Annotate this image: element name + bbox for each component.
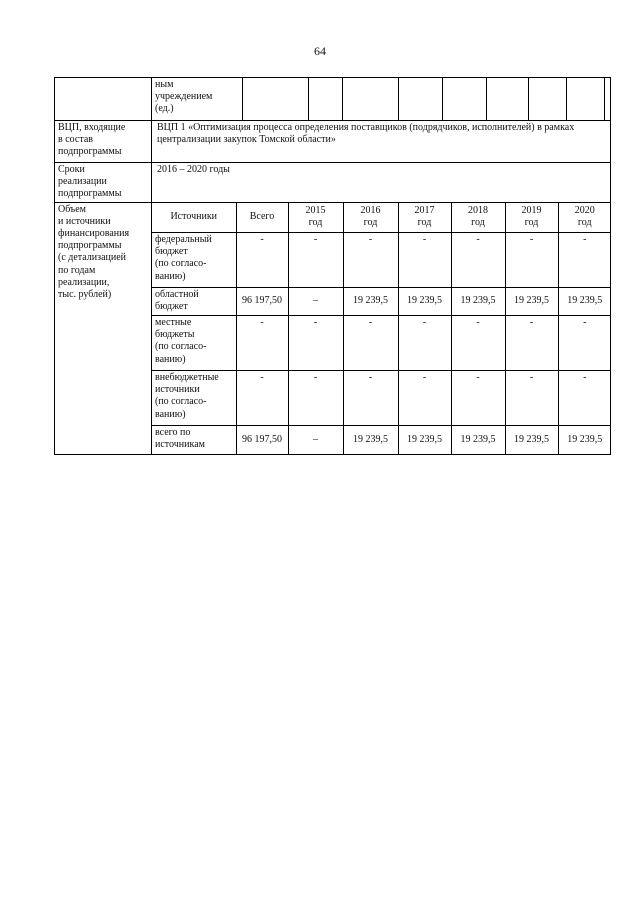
table-row [152,426,611,454]
value-cell: - [398,316,451,371]
value-cell: 96 197,50 [236,288,288,316]
header-2018: 2018 год [451,203,505,233]
top-row-cell [308,78,342,120]
source-cell: внебюджетные источники (по согласо- ванию) [152,371,236,426]
value-cell: 19 239,5 [451,426,505,454]
value-cell: - [505,233,558,288]
value-cell: - [236,316,288,371]
header-2017: 2017 год [398,203,451,233]
top-row-cell [342,78,398,120]
value-cell: 19 239,5 [343,426,398,454]
finance-label: Объем и источники финансирования подпрограммы (с детализацией по годам реализации, тыс. рублей) [55,202,152,454]
value-cell: - [288,233,343,288]
table-row [152,316,611,371]
table-row [152,371,611,426]
value-cell: 19 239,5 [558,426,611,454]
value-cell: – [288,288,343,316]
top-row-cell [604,78,611,120]
value-cell: 19 239,5 [505,426,558,454]
top-row-cell [242,78,308,120]
top-row [55,78,611,121]
finance-header-row [152,203,611,233]
value-cell: 19 239,5 [343,288,398,316]
page-number: 64 [314,44,326,58]
table-row [152,233,611,288]
value-cell: - [558,316,611,371]
value-cell: - [558,371,611,426]
header-2016: 2016 год [343,203,398,233]
value-cell: - [343,233,398,288]
passport-table [54,77,611,455]
value-cell: - [398,371,451,426]
header-2020: 2020 год [558,203,611,233]
value-cell: - [236,371,288,426]
finance-table [152,203,611,454]
value-cell: - [505,316,558,371]
period-value: 2016 – 2020 годы [152,163,611,203]
value-cell: 19 239,5 [558,288,611,316]
top-row-cell [566,78,604,120]
header-2019: 2019 год [505,203,558,233]
value-cell: - [288,371,343,426]
header-sources: Источники [152,203,236,233]
value-cell: – [288,426,343,454]
vcp-value: ВЦП 1 «Оптимизация процесса определения поставщиков (подрядчиков, исполнителей) в рамках централизации закупок Томской области» [152,121,611,163]
value-cell: - [398,233,451,288]
period-label: Сроки реализации подпрограммы [55,163,152,203]
top-row-cell [442,78,486,120]
value-cell: 96 197,50 [236,426,288,454]
value-cell: - [505,371,558,426]
finance-host [152,202,611,454]
vcp-label: ВЦП, входящие в состав подпрограммы [55,121,152,163]
value-cell: - [451,233,505,288]
value-cell: - [451,316,505,371]
source-cell: областной бюджет [152,288,236,316]
value-cell: - [343,371,398,426]
top-row-grid [152,78,611,121]
value-cell: - [343,316,398,371]
top-row-label: ным учреждением (ед.) [152,78,242,120]
value-cell: - [288,316,343,371]
top-row-cell [486,78,528,120]
header-total: Всего [236,203,288,233]
value-cell: 19 239,5 [398,426,451,454]
value-cell: - [236,233,288,288]
top-row-cell [528,78,566,120]
top-row-cell [398,78,442,120]
vcp-row [55,121,611,163]
finance-row [55,202,611,454]
value-cell: - [451,371,505,426]
value-cell: 19 239,5 [505,288,558,316]
value-cell: - [558,233,611,288]
period-row [55,163,611,203]
top-row-empty-label [55,78,152,121]
source-cell: местные бюджеты (по согласо- ванию) [152,316,236,371]
value-cell: 19 239,5 [398,288,451,316]
source-cell: всего по источникам [152,426,236,454]
source-cell: федеральный бюджет (по согласо- ванию) [152,233,236,288]
header-2015: 2015 год [288,203,343,233]
table-row [152,288,611,316]
value-cell: 19 239,5 [451,288,505,316]
